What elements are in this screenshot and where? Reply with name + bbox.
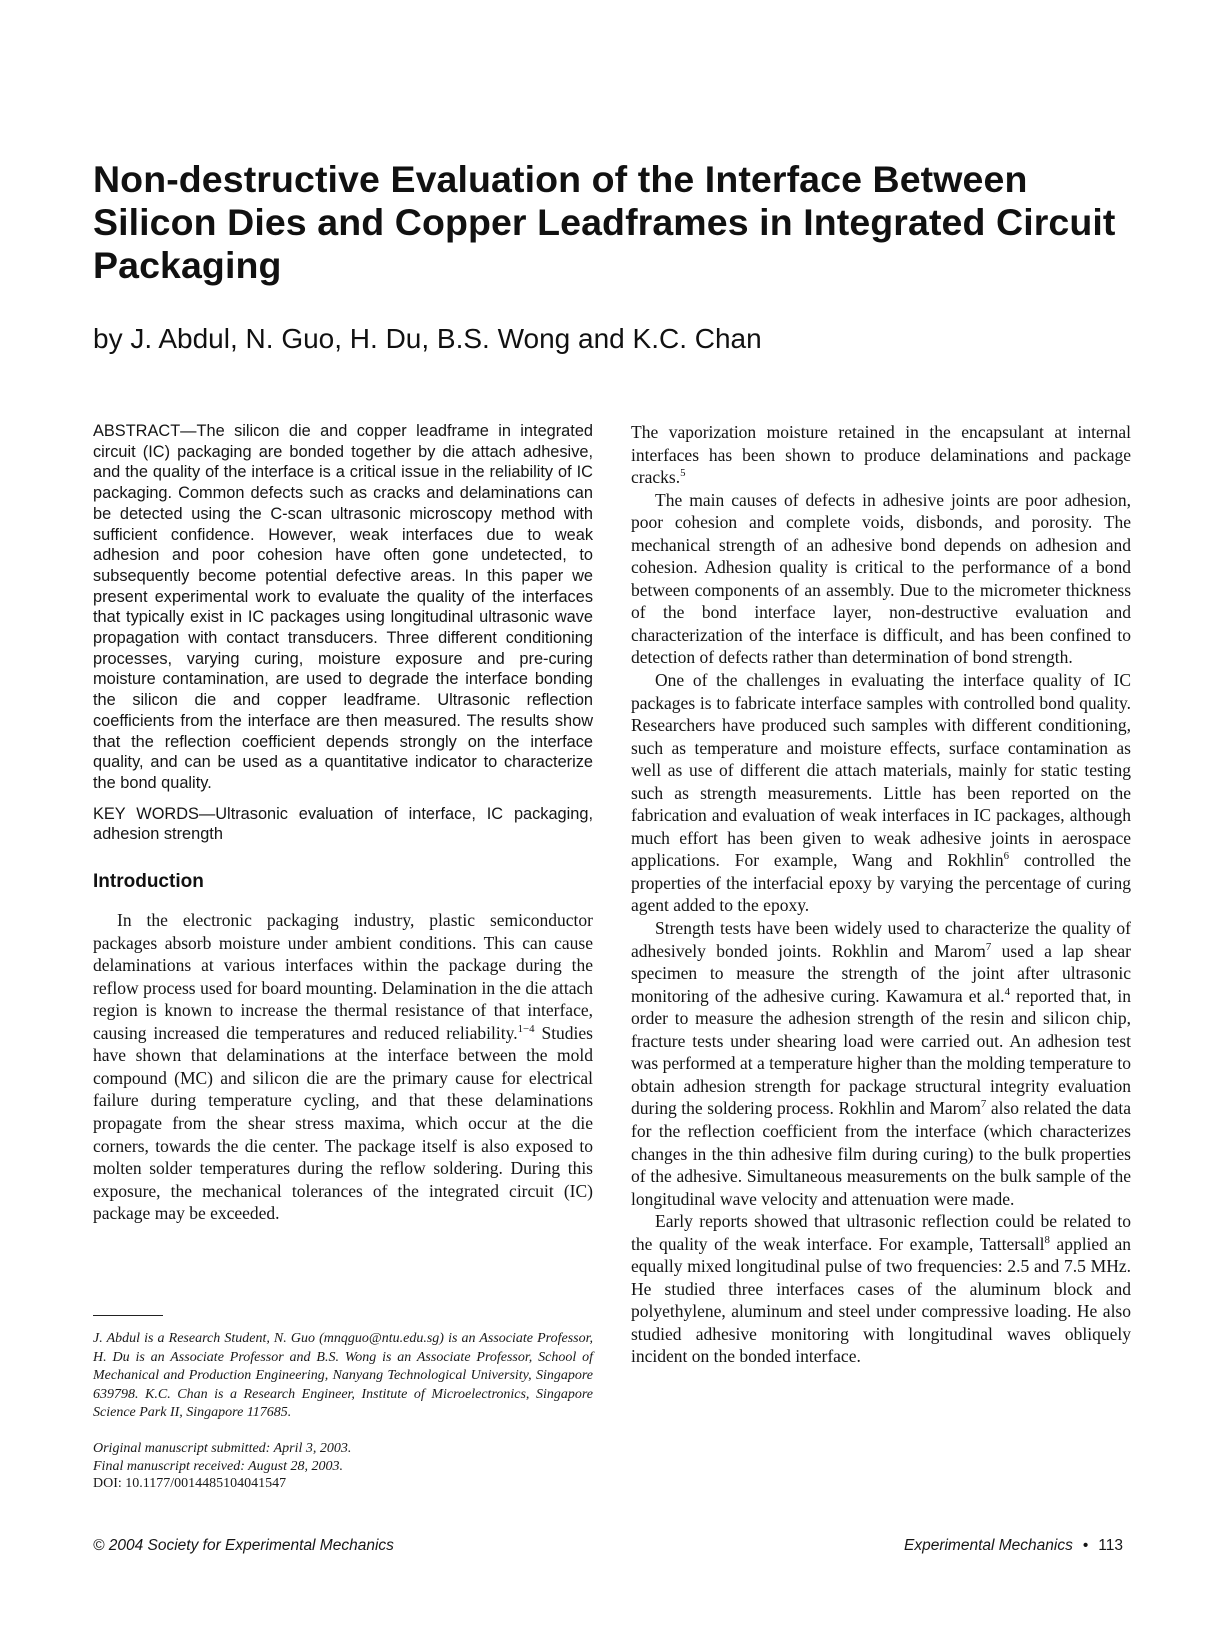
citation-ref: 1−4: [517, 1022, 535, 1035]
right-column: [631, 421, 1131, 1368]
journal-name: Experimental Mechanics: [903, 1537, 1073, 1554]
intro-paragraph-1: In the electronic packaging industry, plastic semiconductor packages absorb moisture under ambient conditions. This can cause delaminations at various interfaces within the package during the reflow process used for board mounting. Delamination in the die attach region is known to increase the thermal resistance of that interface, causing increased die temperatures and reduced reliability.$^{1-4}$ Studies have shown that delaminations at the interface between the mold compound (MC) and silicon die are the primary cause for electrical failure during temperature cycling, and that these delaminations propagate from the shear stress maxima, which occur at the die corners, towards the die center. The package itself is also exposed to molten solder temperatures during the reflow soldering. During this exposure, the mechanical tolerances of the integrated circuit (IC) package may be exceeded.: [93, 910, 593, 1224]
body-paragraph-challenges: One of the challenges in evaluating the interface quality of IC packages is to fabricate interface samples with controlled bond quality. Researchers have produced such samples with different conditioning, such as temperature and moisture effects, surface contamination as well as use of different die attach materials, mainly for static testing such as strength measurements. Little has been reported on the fabrication and evaluation of weak interfaces in IC packages, although much effort has been given to weak adhesive joints in aerospace applications. For example, Wang and Rokhlin$^6$ controlled the properties of the interfacial epoxy by varying the percentage of curing agent added to the epoxy.: [631, 670, 1131, 916]
citation-ref: 5: [680, 467, 686, 480]
page-number: 113: [1098, 1537, 1123, 1554]
left-column: [93, 421, 593, 1225]
body-paragraph-strength-tests: Strength tests have been widely used to characterize the quality of adhesively bonded joints. Rokhlin and Marom$^7$ used a lap shear specimen to measure the strength of the joint after ultrasonic monitoring of the adhesive curing. Kawamura et al.$^4$ reported that, in order to measure the adhesion strength of the resin and silicon chip, fracture tests under shearing load were carried out. An adhesion test was performed at a temperature higher than the molding temperature to obtain adhesion strength for package structural integrity evaluation during the soldering process. Rokhlin and Marom$^7$ also related the data for the reflection coefficient from the interface (which characterizes changes in the thin adhesive film during curing) to the bulk properties of the adhesive. Simultaneous measurements on the bulk sample of the longitudinal wave velocity and attenuation were made.: [631, 918, 1131, 1209]
manuscript-dates: [93, 1440, 593, 1493]
citation-ref: 4: [1004, 985, 1010, 998]
citation-ref: 6: [1003, 850, 1010, 863]
body-paragraph-continued: The vaporization moisture retained in the encapsulant at internal interfaces has been shown to produce delaminations and package cracks.$^5$: [631, 422, 1131, 488]
running-footer: [880, 1537, 1123, 1555]
received-date: Final manuscript received: August 28, 2003.: [93, 1458, 344, 1474]
keywords: KEY WORDS—Ultrasonic evaluation of interface, IC packaging, adhesion strength: [93, 804, 593, 844]
abstract: ABSTRACT—The silicon die and copper leadframe in integrated circuit (IC) packaging are bonded together by die attach adhesive, and the quality of the interface is a critical issue in the reliability of IC packaging. Common defects such as cracks and delaminations can be detected using the C-scan ultrasonic microscopy method with sufficient confidence. However, weak interfaces due to weak adhesion and poor cohesion have often gone undetected, to subsequently become potential defective areas. In this paper we present experimental work to evaluate the quality of the interfaces that typically exist in IC packages using longitudinal ultrasonic wave propagation with contact transducers. Three different conditioning processes, varying curing, moisture exposure and pre-curing moisture contamination, are used to degrade the interface bonding the silicon die and copper leadframe. Ultrasonic reflection coefficients from the interface are then measured. The results show that the reflection coefficient depends strongly on the interface quality, and can be used as a quantitative indicator to characterize the bond quality.: [93, 422, 593, 792]
author-affiliations-footnote: J. Abdul is a Research Student, N. Guo (mnqguo@ntu.edu.sg) is an Associate Professor, H. Du is an Associate Professor and B.S. Wong is an Associate Professor, School of Mechanical and Production Engineering, Nanyang Technological University, Singapore 639798. K.C. Chan is a Research Engineer, Institute of Microelectronics, Singapore Science Park II, Singapore 117685.: [93, 1331, 593, 1420]
citation-ref: 8: [1044, 1233, 1050, 1246]
footnote-divider: [93, 1315, 163, 1316]
paper-title: Non-destructive Evaluation of the Interface Between Silicon Dies and Copper Leadframes in Integrated Circuit Packaging: [93, 158, 1116, 286]
citation-ref: 7: [985, 940, 992, 953]
copyright-notice: © 2004 Society for Experimental Mechanics: [93, 1537, 394, 1554]
submitted-date: Original manuscript submitted: April 3, 2003.: [93, 1441, 352, 1456]
citation-ref: 7: [980, 1098, 987, 1111]
bullet-separator: •: [1082, 1537, 1089, 1554]
author-list: by J. Abdul, N. Guo, H. Du, B.S. Wong and K.C. Chan: [93, 323, 762, 354]
doi: DOI: 10.1177/0014485104041547: [93, 1476, 287, 1491]
body-paragraph-defect-causes: The main causes of defects in adhesive joints are poor adhesion, poor cohesion and complete voids, disbonds, and porosity. The mechanical strength of an adhesive bond depends on adhesion and cohesion. Adhesion quality is critical to the performance of a bond between components of an assembly. Due to the micrometer thickness of the bond interface layer, non-destructive evaluation and characterization of the interface is difficult, and has been confined to detection of defects rather than determination of bond strength.: [631, 489, 1131, 668]
body-paragraph-early-reports: Early reports showed that ultrasonic reflection could be related to the quality of the weak interface. For example, Tattersall$^8$ applied an equally mixed longitudinal pulse of two frequencies: 2.5 and 7.5 MHz. He studied three interfaces cases of the aluminum block and polyethylene, aluminum and steel under compressive loading. He also studied adhesive monitoring with longitudinal waves obliquely incident on the bonded interface.: [631, 1211, 1132, 1367]
section-heading-introduction: Introduction: [93, 871, 204, 893]
